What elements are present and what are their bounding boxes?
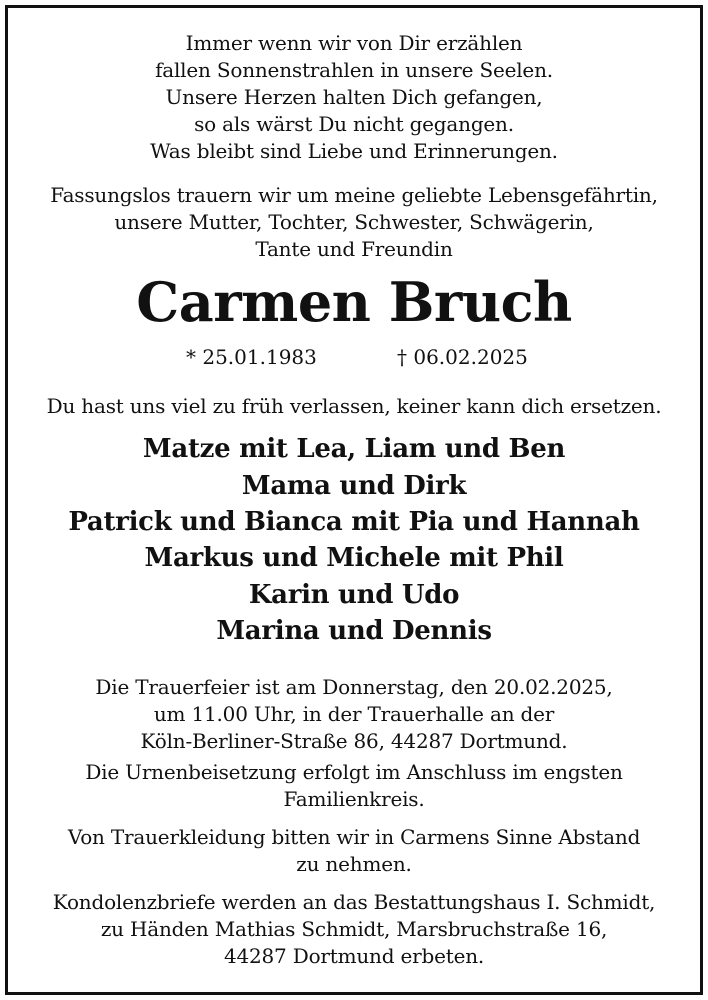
death-date: † 06.02.2025 <box>397 345 528 369</box>
mourner-line: Marina und Dennis <box>216 616 492 646</box>
mourner-line: Markus und Michele mit Phil <box>144 543 564 573</box>
attire-line: zu nehmen. <box>296 852 412 876</box>
intro-line: unsere Mutter, Tochter, Schwester, Schwägerin, <box>114 210 594 234</box>
condolence-line: zu Händen Mathias Schmidt, Marsbruchstraße 16, <box>100 917 608 941</box>
poem-line: so als wärst Du nicht gegangen. <box>194 112 514 136</box>
mourner-line: Patrick und Bianca mit Pia und Hannah <box>68 507 640 537</box>
mourner-line: Matze mit Lea, Liam und Ben <box>142 434 566 464</box>
birth-date: * 25.01.1983 <box>186 345 317 369</box>
mourner-line: Mama und Dirk <box>241 471 467 501</box>
condolence-line: Kondolenzbriefe werden an das Bestattungshaus I. Schmidt, <box>52 890 656 914</box>
deceased-name: Carmen Bruch <box>136 270 572 334</box>
burial-line: Familienkreis. <box>283 787 425 811</box>
ceremony-line: um 11.00 Uhr, in der Trauerhalle an der <box>153 702 555 726</box>
condolence-line: 44287 Dortmund erbeten. <box>223 944 485 968</box>
poem-line: Immer wenn wir von Dir erzählen <box>185 31 523 55</box>
intro-line: Fassungslos trauern wir um meine geliebte Lebensgefährtin, <box>50 183 658 207</box>
intro-line: Tante und Freundin <box>255 237 453 261</box>
mourner-line: Karin und Udo <box>248 580 460 610</box>
poem-line: Was bleibt sind Liebe und Erinnerungen. <box>150 139 558 163</box>
burial-line: Die Urnenbeisetzung erfolgt im Anschluss im engsten <box>85 760 623 784</box>
attire-line: Von Trauerkleidung bitten wir in Carmens Sinne Abstand <box>67 825 641 849</box>
ceremony-line: Köln-Berliner-Straße 86, 44287 Dortmund. <box>140 729 568 753</box>
ceremony-line: Die Trauerfeier ist am Donnerstag, den 20.02.2025, <box>95 675 613 699</box>
farewell-quote: Du hast uns viel zu früh verlassen, keiner kann dich ersetzen. <box>46 394 662 418</box>
poem-line: Unsere Herzen halten Dich gefangen, <box>165 85 543 109</box>
poem-line: fallen Sonnenstrahlen in unsere Seelen. <box>155 58 553 82</box>
